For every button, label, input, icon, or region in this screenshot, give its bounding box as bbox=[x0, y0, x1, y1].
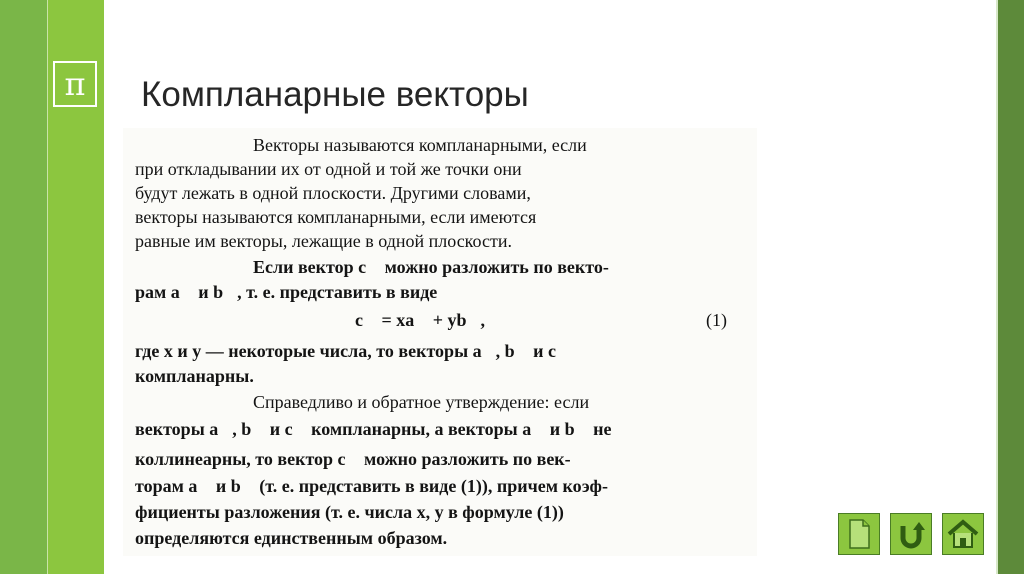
return-arrow-icon bbox=[891, 514, 931, 554]
text-line: векторы a⃗, b⃗ и c⃗ компланарны, а векторы a⃗ и b⃗ не bbox=[135, 419, 612, 439]
text-line: Если вектор c⃗ можно разложить по векто- bbox=[253, 257, 609, 277]
text-line: компланарны. bbox=[135, 366, 254, 386]
left-band-outer bbox=[0, 0, 47, 574]
home-icon bbox=[943, 514, 983, 554]
text-line: фициенты разложения (т. е. числа x, y в формуле (1)) bbox=[135, 502, 564, 522]
text-line: равные им векторы, лежащие в одной плоскости. bbox=[135, 231, 512, 251]
text-line: торам a⃗ и b⃗ (т. е. представить в виде (1)), причем коэф- bbox=[135, 476, 608, 496]
text-line: при откладывании их от одной и той же точки они bbox=[135, 159, 522, 179]
home-button[interactable] bbox=[942, 513, 984, 555]
text-line: Векторы называются компланарными, если bbox=[253, 135, 587, 155]
pi-icon: π bbox=[53, 61, 97, 107]
text-line: векторы называются компланарными, если имеются bbox=[135, 207, 537, 227]
return-button[interactable] bbox=[890, 513, 932, 555]
text-line: определяются единственным образом. bbox=[135, 528, 448, 548]
formula-number: (1) bbox=[706, 310, 727, 330]
text-line: будут лежать в одной плоскости. Другими словами, bbox=[135, 183, 531, 203]
textbook-scan bbox=[123, 128, 757, 556]
document-icon bbox=[839, 514, 879, 554]
right-band bbox=[998, 0, 1024, 574]
text-line: Справедливо и обратное утверждение: если bbox=[253, 392, 590, 412]
text-line: коллинеарны, то вектор c⃗ можно разложить по век- bbox=[135, 449, 571, 469]
slide-title: Компланарные векторы bbox=[141, 75, 529, 114]
formula: c⃗ = xa⃗ + yb⃗, bbox=[355, 310, 486, 330]
text-line: где x и y — некоторые числа, то векторы a⃗, b⃗ и c⃗ bbox=[135, 341, 570, 361]
document-button[interactable] bbox=[838, 513, 880, 555]
text-line: рам a⃗ и b⃗, т. е. представить в виде bbox=[135, 282, 438, 302]
